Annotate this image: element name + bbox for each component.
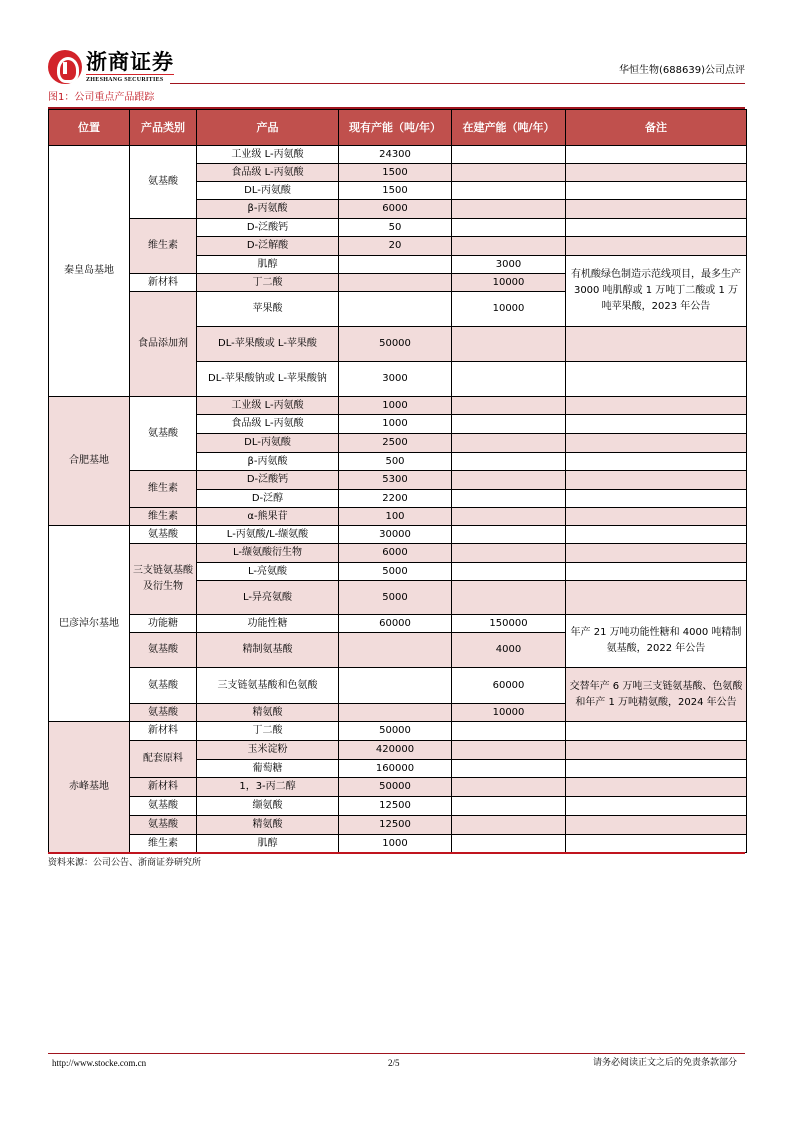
product-name: 肌醇 — [197, 256, 339, 274]
existing-capacity: 20 — [339, 237, 452, 256]
remark — [566, 182, 747, 200]
remark — [566, 397, 747, 415]
header-divider — [170, 83, 745, 84]
category-name: 氨基酸 — [130, 146, 197, 219]
table-row — [49, 668, 747, 704]
building-capacity — [452, 581, 566, 615]
building-capacity — [452, 816, 566, 835]
product-name: 精氨酸 — [197, 704, 339, 722]
product-name: DL-苹果酸或 L-苹果酸 — [197, 327, 339, 362]
existing-capacity: 1000 — [339, 415, 452, 434]
remark — [566, 508, 747, 526]
category-name: 氨基酸 — [130, 397, 197, 471]
remark — [566, 816, 747, 835]
remark — [566, 327, 747, 362]
remark — [566, 835, 747, 853]
building-capacity — [452, 471, 566, 490]
remark — [566, 526, 747, 544]
product-name: 食品级 L-丙氨酸 — [197, 164, 339, 182]
table-row — [49, 741, 747, 760]
category-name: 氨基酸 — [130, 797, 197, 816]
product-name: 功能性糖 — [197, 615, 339, 633]
existing-capacity: 50000 — [339, 722, 452, 741]
product-name: β-丙氨酸 — [197, 200, 339, 219]
product-name: D-泛酸钙 — [197, 219, 339, 237]
category-name: 维生素 — [130, 508, 197, 526]
table-row — [49, 146, 747, 164]
category-name: 三支链氨基酸及衍生物 — [130, 544, 197, 615]
existing-capacity — [339, 668, 452, 704]
col-existing-capacity: 现有产能（吨/年） — [339, 110, 452, 146]
remark — [566, 434, 747, 453]
page-number: 2/5 — [388, 1058, 400, 1068]
building-capacity — [452, 760, 566, 778]
product-name: D-泛解酸 — [197, 237, 339, 256]
existing-capacity: 5000 — [339, 581, 452, 615]
category-name: 维生素 — [130, 835, 197, 853]
existing-capacity: 6000 — [339, 200, 452, 219]
remark — [566, 722, 747, 741]
remark — [566, 362, 747, 397]
remark — [566, 146, 747, 164]
product-name: D-泛酸钙 — [197, 471, 339, 490]
building-capacity — [452, 722, 566, 741]
remark — [566, 237, 747, 256]
col-remark: 备注 — [566, 110, 747, 146]
existing-capacity: 1500 — [339, 164, 452, 182]
category-name: 氨基酸 — [130, 704, 197, 722]
remark — [566, 453, 747, 471]
existing-capacity: 420000 — [339, 741, 452, 760]
remark — [566, 778, 747, 797]
category-name: 配套原料 — [130, 741, 197, 778]
site-name: 合肥基地 — [49, 397, 130, 526]
category-name: 新材料 — [130, 778, 197, 797]
building-capacity — [452, 563, 566, 581]
col-location: 位置 — [49, 110, 130, 146]
category-name: 氨基酸 — [130, 526, 197, 544]
existing-capacity: 50000 — [339, 327, 452, 362]
table-row — [49, 778, 747, 797]
building-capacity — [452, 327, 566, 362]
table-row — [49, 508, 747, 526]
building-capacity: 150000 — [452, 615, 566, 633]
product-name: 精制氨基酸 — [197, 633, 339, 668]
product-name: 丁二酸 — [197, 274, 339, 292]
building-capacity — [452, 508, 566, 526]
product-name: DL-苹果酸钠或 L-苹果酸钠 — [197, 362, 339, 397]
existing-capacity — [339, 292, 452, 327]
building-capacity — [452, 741, 566, 760]
remark: 交替年产 6 万吨三支链氨基酸、色氨酸和年产 1 万吨精氨酸，2024 年公告 — [566, 668, 747, 722]
product-name: 葡萄糖 — [197, 760, 339, 778]
existing-capacity: 30000 — [339, 526, 452, 544]
remark — [566, 471, 747, 490]
product-name: 玉米淀粉 — [197, 741, 339, 760]
existing-capacity: 1000 — [339, 397, 452, 415]
building-capacity — [452, 237, 566, 256]
building-capacity — [452, 146, 566, 164]
existing-capacity: 1000 — [339, 835, 452, 853]
table-row — [49, 471, 747, 490]
existing-capacity: 5300 — [339, 471, 452, 490]
existing-capacity: 2500 — [339, 434, 452, 453]
table-row — [49, 397, 747, 415]
building-capacity — [452, 797, 566, 816]
existing-capacity — [339, 274, 452, 292]
building-capacity — [452, 182, 566, 200]
existing-capacity: 50 — [339, 219, 452, 237]
product-name: 1，3-丙二醇 — [197, 778, 339, 797]
table-row — [49, 526, 747, 544]
existing-capacity: 12500 — [339, 797, 452, 816]
building-capacity: 10000 — [452, 292, 566, 327]
category-name: 功能糖 — [130, 615, 197, 633]
building-capacity — [452, 362, 566, 397]
table-row — [49, 816, 747, 835]
remark: 年产 21 万吨功能性糖和 4000 吨精制氨基酸，2022 年公告 — [566, 615, 747, 668]
remark — [566, 760, 747, 778]
existing-capacity: 24300 — [339, 146, 452, 164]
existing-capacity: 12500 — [339, 816, 452, 835]
existing-capacity: 60000 — [339, 615, 452, 633]
remark — [566, 581, 747, 615]
building-capacity — [452, 526, 566, 544]
product-table — [48, 109, 747, 853]
source-note: 资料来源：公司公告、浙商证券研究所 — [48, 858, 202, 868]
figure-title: 图1：公司重点产品跟踪 — [48, 92, 155, 103]
logo-english: ZHESHANG SECURITIES — [86, 74, 174, 84]
building-capacity — [452, 219, 566, 237]
existing-capacity: 500 — [339, 453, 452, 471]
product-name: 丁二酸 — [197, 722, 339, 741]
building-capacity — [452, 835, 566, 853]
logo-mark-icon — [48, 50, 82, 84]
building-capacity — [452, 453, 566, 471]
remark — [566, 415, 747, 434]
product-name: L-亮氨酸 — [197, 563, 339, 581]
report-title: 华恒生物(688639)公司点评 — [619, 65, 745, 76]
category-name: 氨基酸 — [130, 816, 197, 835]
existing-capacity: 5000 — [339, 563, 452, 581]
existing-capacity: 160000 — [339, 760, 452, 778]
building-capacity — [452, 200, 566, 219]
table-header-row — [49, 110, 747, 146]
site-name: 秦皇岛基地 — [49, 146, 130, 397]
building-capacity — [452, 415, 566, 434]
product-name: L-缬氨酸衍生物 — [197, 544, 339, 563]
building-capacity — [452, 490, 566, 508]
footer-disclaimer: 请务必阅读正文之后的免责条款部分 — [592, 1058, 737, 1068]
product-name: L-丙氨酸/L-缬氨酸 — [197, 526, 339, 544]
category-name: 氨基酸 — [130, 668, 197, 704]
product-name: 肌醇 — [197, 835, 339, 853]
existing-capacity: 100 — [339, 508, 452, 526]
logo-name: 浙商证券 — [86, 50, 174, 74]
table-row — [49, 835, 747, 853]
remark — [566, 490, 747, 508]
product-name: L-异亮氨酸 — [197, 581, 339, 615]
col-product: 产品 — [197, 110, 339, 146]
remark — [566, 544, 747, 563]
col-building-capacity: 在建产能（吨/年） — [452, 110, 566, 146]
table-row — [49, 219, 747, 237]
product-name: DL-丙氨酸 — [197, 182, 339, 200]
building-capacity — [452, 397, 566, 415]
product-name: DL-丙氨酸 — [197, 434, 339, 453]
remark — [566, 563, 747, 581]
table-row — [49, 722, 747, 741]
table-block — [48, 107, 746, 870]
building-capacity — [452, 434, 566, 453]
site-name: 巴彦淖尔基地 — [49, 526, 130, 722]
building-capacity — [452, 544, 566, 563]
category-name: 新材料 — [130, 274, 197, 292]
building-capacity — [452, 778, 566, 797]
product-name: 食品级 L-丙氨酸 — [197, 415, 339, 434]
remark: 有机酸绿色制造示范线项目，最多生产 3000 吨肌醇或 1 万吨丁二酸或 1 万吨苹果酸，2023 年公告 — [566, 256, 747, 327]
remark — [566, 219, 747, 237]
table-bottom-rule — [48, 852, 745, 854]
table-row — [49, 544, 747, 563]
product-name: 缬氨酸 — [197, 797, 339, 816]
site-name: 赤峰基地 — [49, 722, 130, 853]
footer-divider — [48, 1053, 745, 1054]
existing-capacity: 3000 — [339, 362, 452, 397]
existing-capacity — [339, 704, 452, 722]
building-capacity: 4000 — [452, 633, 566, 668]
existing-capacity: 2200 — [339, 490, 452, 508]
product-name: 苹果酸 — [197, 292, 339, 327]
remark — [566, 797, 747, 816]
category-name: 维生素 — [130, 471, 197, 508]
existing-capacity — [339, 256, 452, 274]
product-name: 工业级 L-丙氨酸 — [197, 146, 339, 164]
product-name: D-泛醇 — [197, 490, 339, 508]
product-name: 精氨酸 — [197, 816, 339, 835]
category-name: 氨基酸 — [130, 633, 197, 668]
building-capacity: 10000 — [452, 704, 566, 722]
table-row — [49, 615, 747, 633]
building-capacity: 10000 — [452, 274, 566, 292]
remark — [566, 741, 747, 760]
remark — [566, 164, 747, 182]
product-name: 工业级 L-丙氨酸 — [197, 397, 339, 415]
existing-capacity: 6000 — [339, 544, 452, 563]
remark — [566, 200, 747, 219]
category-name: 维生素 — [130, 219, 197, 274]
product-name: β-丙氨酸 — [197, 453, 339, 471]
building-capacity: 3000 — [452, 256, 566, 274]
logo — [48, 50, 174, 84]
product-name: α-熊果苷 — [197, 508, 339, 526]
table-row — [49, 797, 747, 816]
existing-capacity: 50000 — [339, 778, 452, 797]
footer-url[interactable]: http://www.stocke.com.cn — [52, 1058, 147, 1068]
product-name: 三支链氨基酸和色氨酸 — [197, 668, 339, 704]
category-name: 新材料 — [130, 722, 197, 741]
building-capacity — [452, 164, 566, 182]
existing-capacity — [339, 633, 452, 668]
col-category: 产品类别 — [130, 110, 197, 146]
category-name: 食品添加剂 — [130, 292, 197, 397]
existing-capacity: 1500 — [339, 182, 452, 200]
building-capacity: 60000 — [452, 668, 566, 704]
